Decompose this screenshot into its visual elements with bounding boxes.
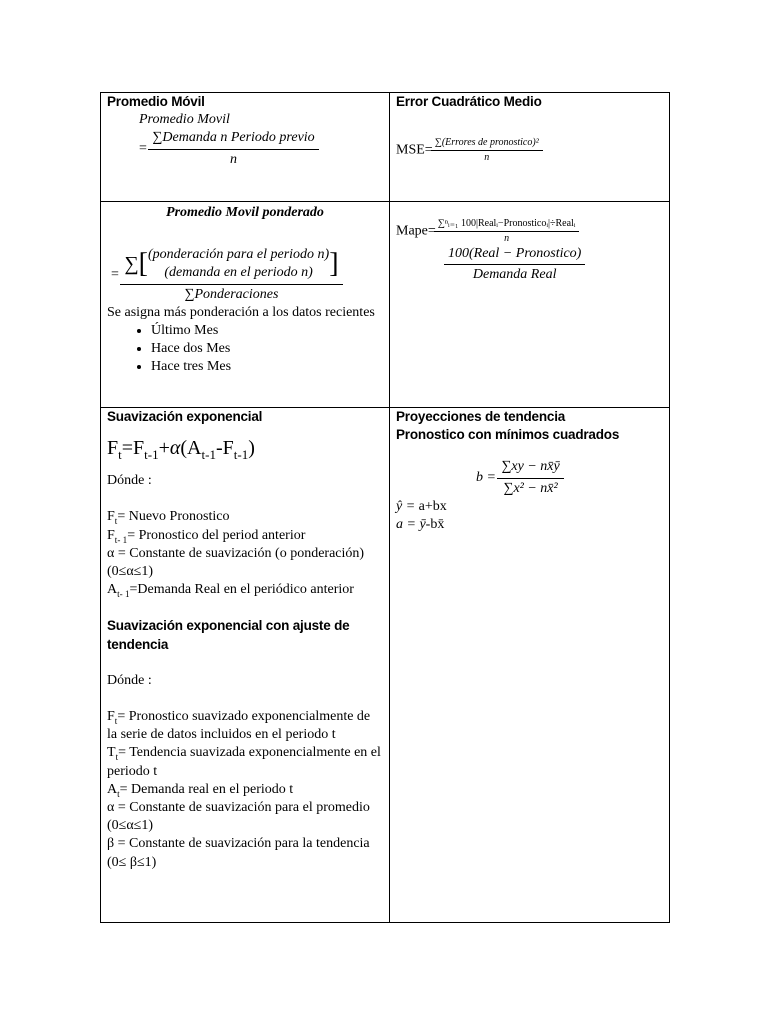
trend-smoothing-where: Dónde : <box>107 672 152 688</box>
left-bracket: [ <box>138 248 148 280</box>
mse-numerator: ∑(Errores de pronostico)² <box>434 137 539 149</box>
b-fraction <box>499 458 561 497</box>
mape-formula <box>396 218 663 245</box>
def-symbol: A <box>107 582 118 598</box>
weighted-average-title: Promedio Movil ponderado <box>166 205 324 220</box>
definition-item <box>107 527 383 545</box>
weighted-average-numerator-line2: (demanda en el periodo n) <box>164 265 313 281</box>
def-text: = Nuevo Pronostico <box>117 509 230 525</box>
formula-sub: t-1 <box>201 447 216 463</box>
def-sub: t- 1 <box>117 589 130 600</box>
definition-item <box>107 744 383 780</box>
def-sub: t <box>115 752 119 763</box>
def-symbol: T <box>107 745 116 761</box>
mse-label: MSE= <box>396 142 433 158</box>
exponential-smoothing-title: Suavización exponencial <box>107 409 263 424</box>
yhat-rhs: a+bx <box>415 498 447 514</box>
def-symbol: F <box>107 527 115 543</box>
mape-label: Mape= <box>396 223 436 239</box>
def-text: = Demanda real en el periodo t <box>119 781 294 797</box>
b-formula <box>396 458 663 497</box>
bullet-item: • Hace tres Mes <box>151 358 383 376</box>
cell-moving-average <box>101 93 390 202</box>
mse-denominator: n <box>431 150 543 164</box>
formula-part: ) <box>248 437 255 460</box>
exponential-smoothing-defs <box>107 508 383 599</box>
trend-smoothing-defs <box>107 708 383 872</box>
weighted-average-note: Se asigna más ponderación a los datos recientes <box>107 304 375 320</box>
moving-average-equals: = <box>139 141 147 157</box>
moving-average-lhs: Promedio Movil <box>139 112 230 128</box>
yhat-formula <box>396 498 663 516</box>
def-sub: t <box>117 788 120 799</box>
formula-alpha: α <box>169 437 181 460</box>
formula-part: =F <box>121 437 145 460</box>
bullet-item: • Último Mes <box>151 322 383 340</box>
formula-part: -F <box>215 437 234 460</box>
mape-second-formula <box>396 245 663 284</box>
formula-sub: t-1 <box>144 447 159 463</box>
row-1 <box>101 93 670 202</box>
def-text: = Pronostico del period anterior <box>127 527 306 543</box>
mape-second-fraction <box>446 245 583 284</box>
row-2 <box>101 202 670 408</box>
definition-item <box>107 545 383 581</box>
mse-formula <box>396 137 663 164</box>
def-sub: t- 1 <box>114 534 128 545</box>
yhat-lhs: ŷ = <box>396 498 416 514</box>
def-symbol: F <box>107 509 115 525</box>
cell-trend-projection <box>390 408 670 923</box>
def-sub: t <box>114 516 118 527</box>
trend-projection-title: Proyecciones de tendencia <box>396 409 566 424</box>
weighted-average-equals: = <box>111 267 119 283</box>
definition-item <box>107 508 383 526</box>
weighted-average-numerator-line1: (ponderación para el periodo n) <box>148 247 330 263</box>
a-rhs: -bx̄ <box>425 517 445 533</box>
formula-sub: t <box>118 447 122 463</box>
def-symbol: α <box>107 800 115 816</box>
weighted-average-numerator-lines <box>148 246 329 282</box>
a-formula <box>396 516 663 534</box>
def-symbol: β <box>107 836 115 852</box>
mape-numerator: ∑ⁿᵢ₌₁ 100|Realᵢ−Pronosticoᵢ|÷Realᵢ <box>437 218 576 229</box>
def-symbol: α <box>107 545 115 561</box>
moving-average-numerator: ∑Demanda n Periodo previo <box>152 130 315 146</box>
exponential-smoothing-formula <box>107 436 383 463</box>
bullet-item: • Hace dos Mes <box>151 340 383 358</box>
definition-item <box>107 581 383 599</box>
def-sub: t <box>114 715 118 726</box>
def-symbol: F <box>107 709 115 725</box>
cell-exponential-smoothing <box>101 408 390 923</box>
least-squares-title: Pronostico con mínimos cuadrados <box>396 427 620 443</box>
def-text: = Tendencia suavizada exponencialmente en el periodo t <box>107 745 381 779</box>
weighted-average-formula <box>107 246 383 304</box>
moving-average-formula <box>107 129 383 168</box>
formula-part: F <box>107 437 119 460</box>
mape-second-denominator: Demanda Real <box>444 264 585 284</box>
weighted-average-fraction <box>122 246 340 304</box>
def-text: =Demanda Real en el periódico anterior <box>129 582 354 598</box>
definition-item <box>107 799 383 835</box>
cell-mape <box>390 202 670 408</box>
def-text: = Constante de suavización para la tendencia (0≤ β≤1) <box>107 836 370 870</box>
a-lhs: a = ȳ <box>396 517 426 533</box>
formula-sub: t-1 <box>233 447 249 463</box>
def-symbol: A <box>107 781 118 797</box>
definition-item <box>107 835 383 871</box>
weighted-average-numerator <box>122 246 340 283</box>
definition-item <box>107 781 383 799</box>
b-lhs: b = <box>476 470 496 486</box>
cell-weighted-average <box>101 202 390 408</box>
b-numerator: ∑xy − nx̄ȳ <box>501 459 560 475</box>
mape-fraction <box>436 218 578 245</box>
moving-average-fraction <box>150 129 316 168</box>
definition-item <box>107 708 383 744</box>
weighted-average-sum: ∑ <box>124 253 139 276</box>
formula-part: + <box>158 437 170 460</box>
exponential-smoothing-where: Dónde : <box>107 473 152 489</box>
trend-smoothing-title: Suavización exponencial con ajuste de tendencia <box>107 618 350 652</box>
cell-mse <box>390 93 670 202</box>
mape-second-numerator: 100(Real − Pronostico) <box>448 246 582 261</box>
def-text: = Pronostico suavizado exponencialmente de la serie de datos incluidos en el periodo t <box>107 709 371 743</box>
weighted-average-bullets <box>107 322 383 377</box>
mape-denominator: n <box>434 231 580 245</box>
mse-title: Error Cuadrático Medio <box>396 94 542 109</box>
def-text: = Constante de suavización (o ponderación) (0≤α≤1) <box>107 545 365 580</box>
weighted-average-denominator: ∑Ponderaciones <box>120 284 342 304</box>
row-3 <box>101 408 670 923</box>
mse-fraction <box>433 137 541 164</box>
moving-average-denominator: n <box>148 149 318 169</box>
formula-table <box>100 92 670 923</box>
moving-average-title: Promedio Móvil <box>107 94 205 109</box>
def-text: = Constante de suavización para el promedio (0≤α≤1) <box>107 800 370 834</box>
b-denominator: ∑x² − nx̄² <box>497 478 563 498</box>
right-bracket: ] <box>329 248 339 280</box>
formula-part: (A <box>180 437 202 460</box>
